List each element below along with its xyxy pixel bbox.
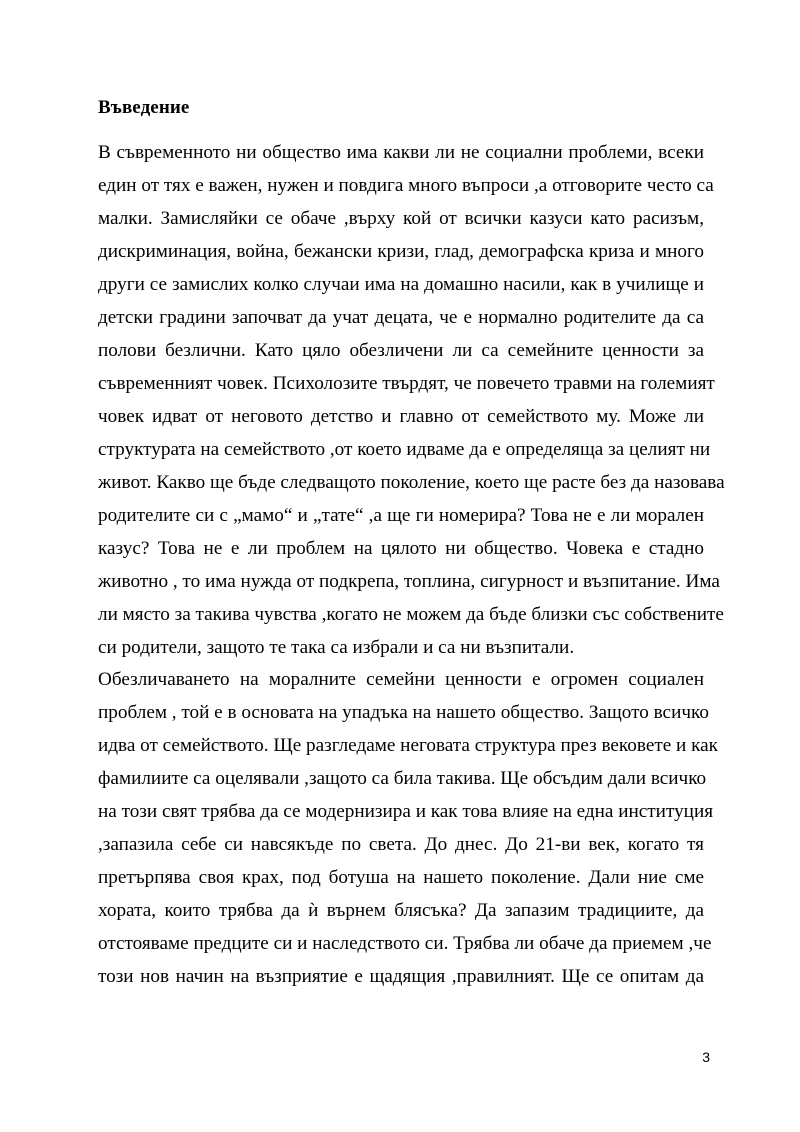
section-heading: Въведение [98, 97, 190, 118]
paragraph-1 [98, 136, 725, 664]
text-line: Обезличаването на моралните семейни ценности е огромен социален [98, 669, 704, 690]
text-line: ,запазила себе си навсякъде по света. До днес. До 21-ви век, когато тя [98, 834, 704, 855]
text-line: съвременният човек. Психолозите твърдят, че повечето травми на големият [98, 373, 715, 394]
text-line: отстояваме предците си и наследството си. Трябва ли обаче да приемем ,че [98, 933, 712, 954]
text-line: човек идват от неговото детство и главно от семейството му. Може ли [98, 406, 704, 427]
text-line: този нов начин на възприятие е щадящия ,правилният. Ще се опитам да [98, 966, 704, 987]
text-line: на този свят трябва да се модернизира и как това влияе на една институция [98, 801, 714, 822]
text-line: един от тях е важен, нужен и повдига много въпроси ,а отговорите често са [98, 175, 714, 196]
text-line: други се замислих колко случаи има на домашно насили, как в училище и [98, 274, 704, 295]
text-line: В съвременното ни общество има какви ли не социални проблеми, всеки [98, 142, 704, 163]
text-line: живот. Какво ще бъде следващото поколение, което ще расте без да назовава [98, 472, 725, 493]
text-line: полови безлични. Като цяло обезличени ли са семейните ценности за [98, 340, 704, 361]
page-number: 3 [702, 1049, 710, 1065]
text-line: дискриминация, война, бежански кризи, глад, демографска криза и много [98, 241, 704, 262]
text-line: фамилиите са оцелявали ,защото са била такива. Ще обсъдим дали всичко [98, 768, 707, 789]
text-line: ли място за такива чувства ,когато не можем да бъде близки със собствените [98, 604, 724, 625]
text-line: хората, които трябва да ѝ върнем блясъка? Да запазим традициите, да [98, 900, 704, 921]
text-line: животно , то има нужда от подкрепа, топлина, сигурност и възпитание. Има [98, 571, 720, 592]
text-line: казус? Това не е ли проблем на цялото ни общество. Човека е стадно [98, 538, 704, 559]
paragraph-2 [98, 663, 718, 993]
text-line: малки. Замисляйки се обаче ,върху кой от всички казуси като расизъм, [98, 208, 704, 229]
text-line: си родители, защото те така са избрали и са ни възпитали. [98, 637, 575, 658]
text-line: структурата на семейството ,от което идваме да е определяща за целият ни [98, 439, 711, 460]
text-line: проблем , той е в основата на упадъка на нашето общество. Защото всичко [98, 702, 709, 723]
text-line: претърпява своя крах, под ботуша на нашето поколение. Дали ние сме [98, 867, 704, 888]
text-line: родителите си с „мамо“ и „тате“ ,а ще ги номерира? Това не е ли морален [98, 505, 704, 526]
text-line: детски градини започват да учат децата, че е нормално родителите да са [98, 307, 704, 328]
text-line: идва от семейството. Ще разгледаме неговата структура през вековете и как [98, 735, 718, 756]
